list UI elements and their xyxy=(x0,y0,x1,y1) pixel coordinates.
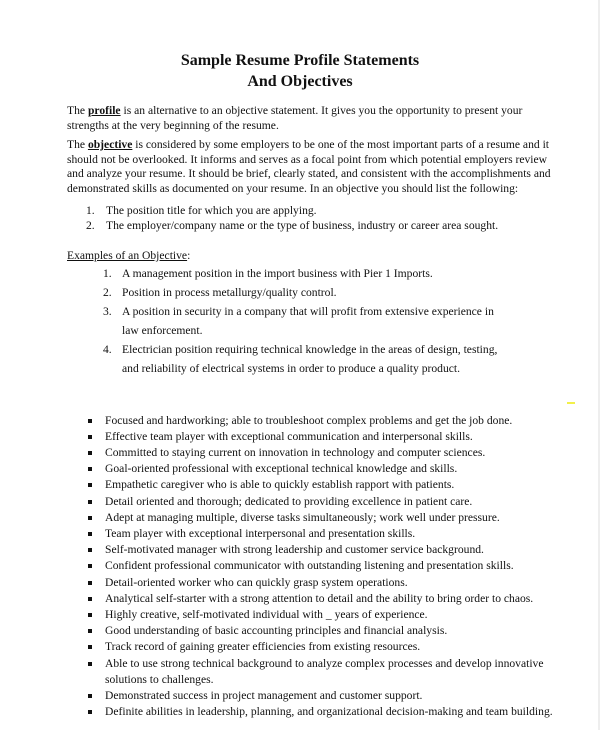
list-item: Self-motivated manager with strong leadership and customer service background. xyxy=(88,542,558,558)
profile-term: profile xyxy=(87,104,121,117)
list-item: Good understanding of basic accounting principles and financial analysis. xyxy=(88,623,558,639)
list-item: Goal-oriented professional with exceptional technical knowledge and skills. xyxy=(88,461,558,477)
example-item: 1. A management position in the import business with Pier 1 Imports. xyxy=(103,266,433,280)
objective-term: objective xyxy=(87,138,133,151)
list-item: Analytical self-starter with a strong attention to detail and the ability to bring order to chaos. xyxy=(88,591,558,607)
example-item: 3. A position in security in a company that will profit from extensive experience in law enforcement. xyxy=(103,304,494,337)
title-line-2: And Objectives xyxy=(247,73,353,90)
list-item: Definite abilities in leadership, planning, and organizational decision-making and team building. xyxy=(88,704,558,720)
list-item: Confident professional communicator with outstanding listening and presentation skills. xyxy=(88,558,558,574)
list-item: Highly creative, self-motivated individual with _ years of experience. xyxy=(88,607,558,623)
profile-statements-list xyxy=(88,413,558,721)
list-item: Demonstrated success in project management and customer support. xyxy=(88,688,558,704)
list-item: 2. The employer/company name or the type of business, industry or career area sought. xyxy=(86,218,499,232)
example-item: 4. Electrician position requiring technical knowledge in the areas of design, testing, and reliability of electrical systems in order to produce a quality product. xyxy=(103,342,498,375)
list-item: Detail oriented and thorough; dedicated to providing excellence in patient care. xyxy=(88,494,558,510)
list-item: Detail-oriented worker who can quickly grasp system operations. xyxy=(88,575,558,591)
title-line-1: Sample Resume Profile Statements xyxy=(180,52,420,69)
list-item: 1. The position title for which you are applying. xyxy=(86,204,317,217)
profile-paragraph: The profile is an alternative to an objective statement. It gives you the opportunity to present your strengths at the very beginning of the resume. xyxy=(67,104,523,132)
list-item: Able to use strong technical background to analyze complex processes and develop innovative solutions to challenges. xyxy=(88,656,545,688)
list-item: Effective team player with exceptional communication and interpersonal skills. xyxy=(88,429,558,445)
example-item: 2. Position in process metallurgy/quality control. xyxy=(103,285,337,299)
examples-heading: Examples of an Objective: xyxy=(67,249,191,262)
list-item: Focused and hardworking; able to troubleshoot complex problems and get the job done. xyxy=(88,413,558,429)
list-item: Adept at managing multiple, diverse tasks simultaneously; work well under pressure. xyxy=(88,510,558,526)
list-item: Empathetic caregiver who is able to quickly establish rapport with patients. xyxy=(88,477,558,493)
document-title xyxy=(0,50,600,92)
objective-paragraph: The objective is considered by some employers to be one of the most important parts of a resume and it should not be overlooked. It informs and serves as a focal point from which potential employers review and analyze your resume. It should be brief, clearly stated, and consistent with the accomplishments and demonstrated skills as documented on your resume. In an objective you should list the following: xyxy=(67,138,551,195)
list-item: Committed to staying current on innovation in technology and computer sciences. xyxy=(88,445,558,461)
list-item: Track record of gaining greater efficiencies from existing resources. xyxy=(88,639,558,655)
list-item: Team player with exceptional interpersonal and presentation skills. xyxy=(88,526,558,542)
highlight-mark xyxy=(567,402,575,404)
